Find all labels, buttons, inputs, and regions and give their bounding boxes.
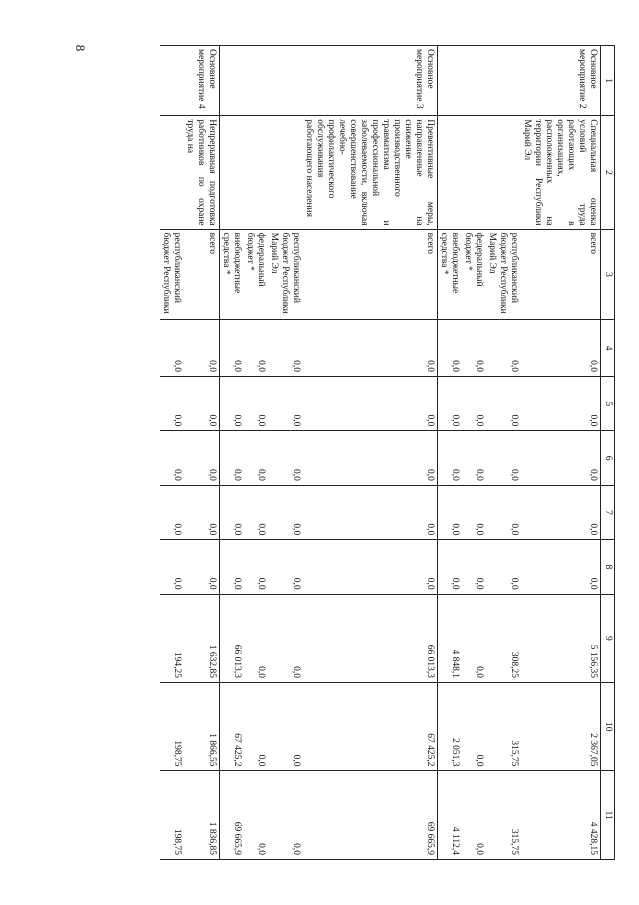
cell-measure-name <box>438 46 463 116</box>
cell-value: 1 836,85 <box>184 771 220 860</box>
cell-value: 0,0 <box>521 320 601 377</box>
cell-value: 0,0 <box>244 320 268 377</box>
cell-value: 0,0 <box>184 540 220 594</box>
cell-value: 67 425,2 <box>303 683 438 771</box>
rotated-page-content <box>125 45 615 860</box>
cell-value: 1 866,55 <box>184 683 220 771</box>
table-row <box>486 46 521 860</box>
cell-measure-name <box>486 46 521 116</box>
cell-measure-description: Непрерывная подготовка работников по охране труда на <box>184 116 220 229</box>
budget-table <box>160 45 615 860</box>
column-header: 3 <box>601 229 615 320</box>
table-row <box>438 46 463 860</box>
cell-value: 0,0 <box>462 485 486 539</box>
cell-value: 0,0 <box>438 485 463 539</box>
cell-funding-source: всего <box>521 229 601 320</box>
cell-value: 0,0 <box>521 431 601 485</box>
table-row <box>160 46 184 860</box>
cell-value: 0,0 <box>486 431 521 485</box>
cell-value: 315,75 <box>486 771 521 860</box>
cell-value: 0,0 <box>268 485 303 539</box>
cell-value: 0,0 <box>462 540 486 594</box>
cell-value: 67 425,2 <box>220 683 245 771</box>
cell-value: 0,0 <box>438 540 463 594</box>
cell-measure-description <box>244 116 268 229</box>
cell-funding-source: внебюджетные средства * <box>438 229 463 320</box>
cell-value: 0,0 <box>268 377 303 431</box>
cell-measure-description <box>438 116 463 229</box>
cell-value: 0,0 <box>303 485 438 539</box>
cell-value: 0,0 <box>244 683 268 771</box>
cell-measure-name <box>220 46 245 116</box>
cell-funding-source: республиканский бюджет Республики Марий Эл <box>486 229 521 320</box>
cell-value: 0,0 <box>303 377 438 431</box>
table-row <box>268 46 303 860</box>
cell-value: 5 156,35 <box>521 594 601 682</box>
cell-value: 0,0 <box>268 683 303 771</box>
cell-value: 0,0 <box>268 431 303 485</box>
table-row <box>184 46 220 860</box>
cell-value: 0,0 <box>521 377 601 431</box>
cell-value: 1 632,85 <box>184 594 220 682</box>
cell-value: 0,0 <box>438 431 463 485</box>
cell-measure-description <box>462 116 486 229</box>
cell-measure-description <box>486 116 521 229</box>
cell-value: 0,0 <box>244 431 268 485</box>
column-header: 5 <box>601 377 615 431</box>
cell-measure-name: Основное мероприятие 3 <box>303 46 438 116</box>
cell-value: 0,0 <box>220 540 245 594</box>
cell-value: 4 112,4 <box>438 771 463 860</box>
cell-value: 0,0 <box>244 485 268 539</box>
table-row <box>462 46 486 860</box>
column-header: 7 <box>601 485 615 539</box>
cell-value: 0,0 <box>160 377 184 431</box>
cell-value: 0,0 <box>160 320 184 377</box>
cell-funding-source: федеральный бюджет * <box>244 229 268 320</box>
cell-measure-description <box>268 116 303 229</box>
cell-value: 4 428,15 <box>521 771 601 860</box>
cell-value: 0,0 <box>303 431 438 485</box>
cell-value: 0,0 <box>184 320 220 377</box>
cell-value: 0,0 <box>486 485 521 539</box>
cell-value: 0,0 <box>462 377 486 431</box>
cell-measure-name <box>244 46 268 116</box>
cell-funding-source: внебюджетные средства * <box>220 229 245 320</box>
cell-measure-name: Основное мероприятие 2 <box>521 46 601 116</box>
cell-measure-description: Превентивные меры, направленные на снижение производственного травматизма и профессиональной заболеваемости, включая совершенствование лечебно-профилактического обслуживания работающего населения <box>303 116 438 229</box>
cell-value: 0,0 <box>462 771 486 860</box>
cell-value: 0,0 <box>303 540 438 594</box>
cell-value: 0,0 <box>521 540 601 594</box>
cell-value: 66 013,3 <box>220 594 245 682</box>
cell-value: 0,0 <box>438 377 463 431</box>
cell-value: 0,0 <box>244 594 268 682</box>
cell-value: 315,75 <box>486 683 521 771</box>
cell-value: 0,0 <box>244 540 268 594</box>
cell-measure-description <box>160 116 184 229</box>
table-row <box>303 46 438 860</box>
table-row <box>220 46 245 860</box>
cell-value: 0,0 <box>220 377 245 431</box>
column-header: 2 <box>601 116 615 229</box>
column-header: 8 <box>601 540 615 594</box>
cell-value: 198,75 <box>160 771 184 860</box>
column-header: 1 <box>601 46 615 116</box>
column-header: 6 <box>601 431 615 485</box>
cell-value: 0,0 <box>438 320 463 377</box>
cell-value: 69 665,9 <box>303 771 438 860</box>
cell-value: 194,25 <box>160 594 184 682</box>
cell-value: 0,0 <box>220 320 245 377</box>
cell-value: 0,0 <box>160 485 184 539</box>
cell-value: 0,0 <box>486 320 521 377</box>
cell-value: 2 367,05 <box>521 683 601 771</box>
cell-measure-name <box>268 46 303 116</box>
column-header: 4 <box>601 320 615 377</box>
cell-value: 0,0 <box>486 540 521 594</box>
cell-value: 69 665,9 <box>220 771 245 860</box>
column-header: 10 <box>601 683 615 771</box>
cell-value: 0,0 <box>486 377 521 431</box>
cell-value: 2 051,3 <box>438 683 463 771</box>
page-number: 8 <box>73 44 88 52</box>
cell-value: 0,0 <box>268 594 303 682</box>
cell-measure-name: Основное мероприятие 4 <box>184 46 220 116</box>
header-row <box>601 46 615 860</box>
cell-value: 0,0 <box>184 485 220 539</box>
cell-value: 0,0 <box>184 377 220 431</box>
cell-value: 0,0 <box>462 594 486 682</box>
cell-value: 0,0 <box>462 431 486 485</box>
cell-value: 0,0 <box>244 377 268 431</box>
cell-value: 66 013,3 <box>303 594 438 682</box>
cell-value: 0,0 <box>160 540 184 594</box>
column-header: 11 <box>601 771 615 860</box>
cell-funding-source: федеральный бюджет * <box>462 229 486 320</box>
cell-measure-description: Специальная оценка условий труда работающих в организациях, расположенных на территории Республики Марий Эл <box>521 116 601 229</box>
cell-value: 4 848,1 <box>438 594 463 682</box>
cell-value: 0,0 <box>303 320 438 377</box>
cell-value: 0,0 <box>220 485 245 539</box>
cell-value: 0,0 <box>268 320 303 377</box>
cell-funding-source: республиканский бюджет Республики <box>160 229 184 320</box>
cell-value: 0,0 <box>462 320 486 377</box>
cell-measure-name <box>462 46 486 116</box>
cell-funding-source: всего <box>303 229 438 320</box>
table-body <box>160 46 601 860</box>
cell-value: 198,75 <box>160 683 184 771</box>
cell-value: 0,0 <box>268 771 303 860</box>
cell-funding-source: республиканский бюджет Республики Марий Эл <box>268 229 303 320</box>
cell-value: 0,0 <box>268 540 303 594</box>
table-row <box>244 46 268 860</box>
cell-value: 0,0 <box>160 431 184 485</box>
column-header: 9 <box>601 594 615 682</box>
cell-value: 0,0 <box>462 683 486 771</box>
cell-value: 0,0 <box>220 431 245 485</box>
cell-value: 0,0 <box>184 431 220 485</box>
cell-value: 0,0 <box>244 771 268 860</box>
cell-funding-source: всего <box>184 229 220 320</box>
cell-measure-description <box>220 116 245 229</box>
table-row <box>521 46 601 860</box>
cell-value: 308,25 <box>486 594 521 682</box>
cell-measure-name <box>160 46 184 116</box>
cell-value: 0,0 <box>521 485 601 539</box>
